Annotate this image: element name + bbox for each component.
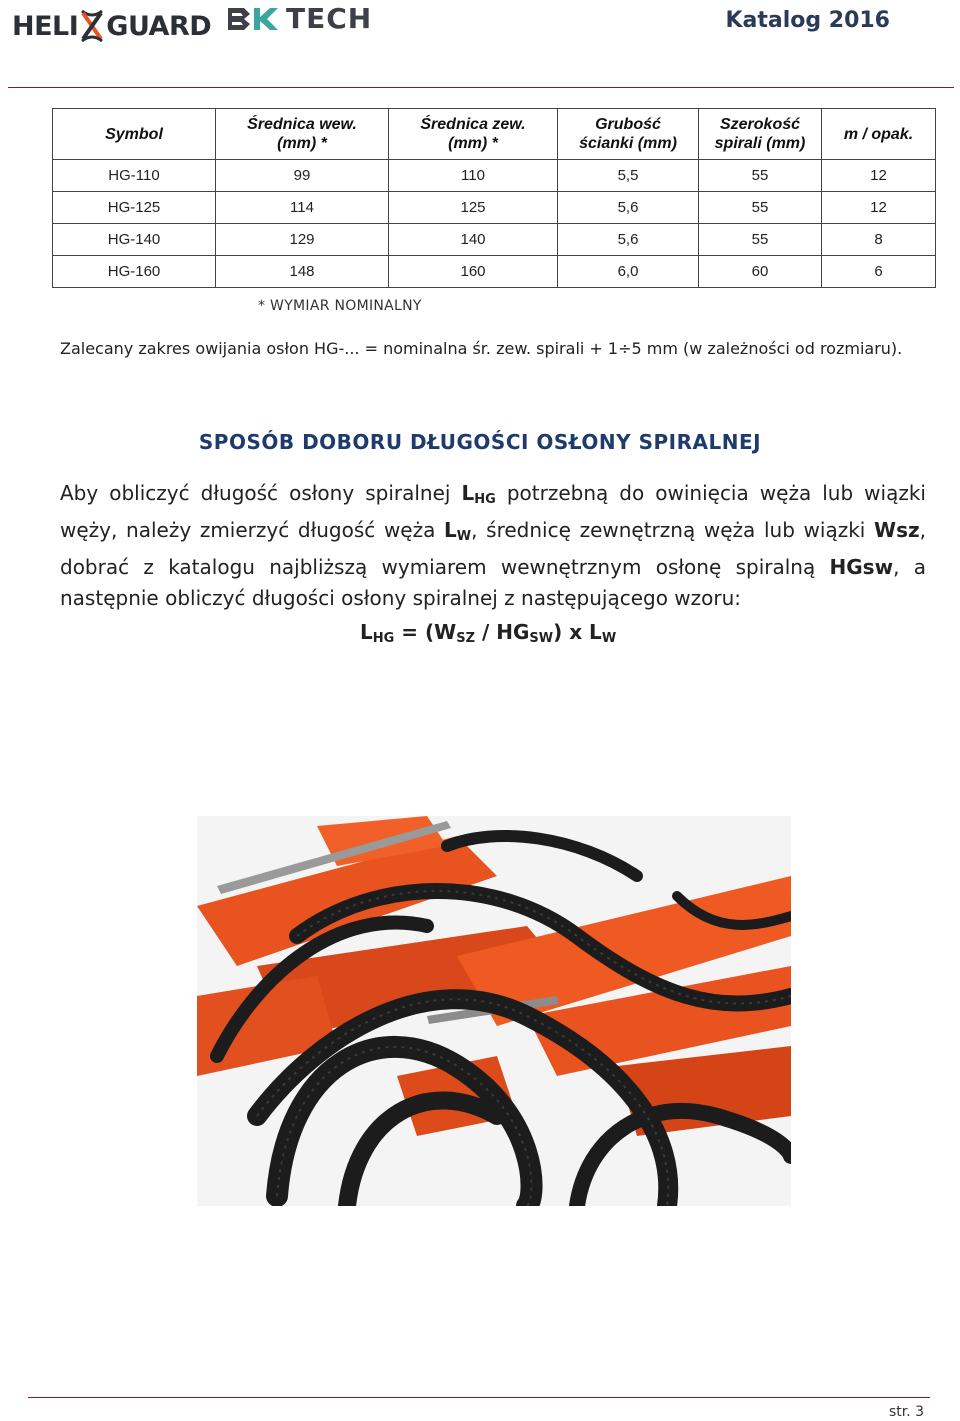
cell-symbol: HG-125	[53, 192, 216, 224]
section-title: SPOSÓB DOBORU DŁUGOŚCI OSŁONY SPIRALNEJ	[198, 430, 762, 454]
cell-wall-thickness: 5,6	[558, 192, 699, 224]
logo-text-heli: HELI	[12, 10, 79, 42]
col-header-spiral-width: Szerokość spirali (mm)	[699, 109, 822, 160]
table-header-row	[53, 109, 936, 160]
header-divider	[8, 87, 954, 88]
cell-symbol: HG-110	[53, 160, 216, 192]
helixguard-logo	[12, 4, 211, 48]
cell-m-per-pack: 12	[822, 160, 936, 192]
para-text: , a następnie obliczyć długości osłony spiralnej z następującego wzoru:	[60, 555, 926, 610]
cell-symbol: HG-160	[53, 256, 216, 288]
logo-text-tech: TECH	[286, 2, 373, 35]
cell-wall-thickness: 5,5	[558, 160, 699, 192]
helix-x-icon	[79, 9, 105, 43]
cell-wall-thickness: 6,0	[558, 256, 699, 288]
cell-spiral-width: 55	[699, 224, 822, 256]
cell-m-per-pack: 8	[822, 224, 936, 256]
table-row	[53, 224, 936, 256]
col-header-m-per-pack: m / opak.	[822, 109, 936, 160]
page-header	[0, 0, 960, 90]
para-text: potrzebną do owinięcia węża lub wiązki węży, należy zmierzyć długość węża	[60, 481, 926, 542]
cell-outer-diameter: 125	[389, 192, 558, 224]
nominal-dimension-note: * WYMIAR NOMINALNY	[258, 298, 422, 314]
cell-inner-diameter: 148	[216, 256, 389, 288]
spec-table	[52, 108, 936, 288]
cell-inner-diameter: 129	[216, 224, 389, 256]
symbol-wsz: Wsz	[874, 518, 920, 542]
cell-outer-diameter: 110	[389, 160, 558, 192]
cell-spiral-width: 60	[699, 256, 822, 288]
catalog-title: Katalog 2016	[725, 8, 890, 33]
symbol-l-w: $L_W$	[444, 518, 472, 544]
cell-m-per-pack: 6	[822, 256, 936, 288]
cell-inner-diameter: 99	[216, 160, 389, 192]
footer-divider	[28, 1397, 930, 1398]
table-row	[53, 192, 936, 224]
para-text: , dobrać z katalogu najbliższą wymiarem wewnętrznym osłonę spiralną	[60, 518, 926, 579]
cell-wall-thickness: 5,6	[558, 224, 699, 256]
col-header-wall-thickness: Grubość ścianki (mm)	[558, 109, 699, 160]
col-header-outer-diameter: Średnica zew. (mm) *	[389, 109, 558, 160]
logo-text-guard: GUARD	[106, 10, 212, 42]
table-row	[53, 256, 936, 288]
table-row	[53, 160, 936, 192]
symbol-hgsw: HGsw	[829, 555, 894, 579]
instruction-paragraph	[60, 478, 926, 614]
cell-outer-diameter: 140	[389, 224, 558, 256]
cell-spiral-width: 55	[699, 192, 822, 224]
cell-symbol: HG-140	[53, 224, 216, 256]
wrapping-range-note: Zalecany zakres owijania osłon HG-... = nominalna śr. zew. spirali + 1÷5 mm (w zależności od rozmiaru).	[60, 339, 903, 358]
col-header-symbol: Symbol	[53, 109, 216, 160]
para-text: Aby obliczyć długość osłony spiralnej	[60, 481, 462, 505]
para-text: , średnicę zewnętrzną węża lub wiązki	[471, 518, 875, 542]
page-number: str. 3	[888, 1404, 924, 1420]
bk-emblem-icon	[226, 4, 286, 34]
cell-m-per-pack: 12	[822, 192, 936, 224]
cell-inner-diameter: 114	[216, 192, 389, 224]
bktech-logo	[226, 2, 372, 35]
drilling-rig-hoses-photo	[197, 816, 791, 1206]
cell-spiral-width: 55	[699, 160, 822, 192]
cell-outer-diameter: 160	[389, 256, 558, 288]
symbol-l-hg: $L_{HG}$	[461, 481, 496, 507]
col-header-inner-diameter: Średnica wew. (mm) *	[216, 109, 389, 160]
length-formula: $L_{HG} = (W_{SZ} / HG_{SW})$ x $L_W$	[360, 620, 617, 646]
